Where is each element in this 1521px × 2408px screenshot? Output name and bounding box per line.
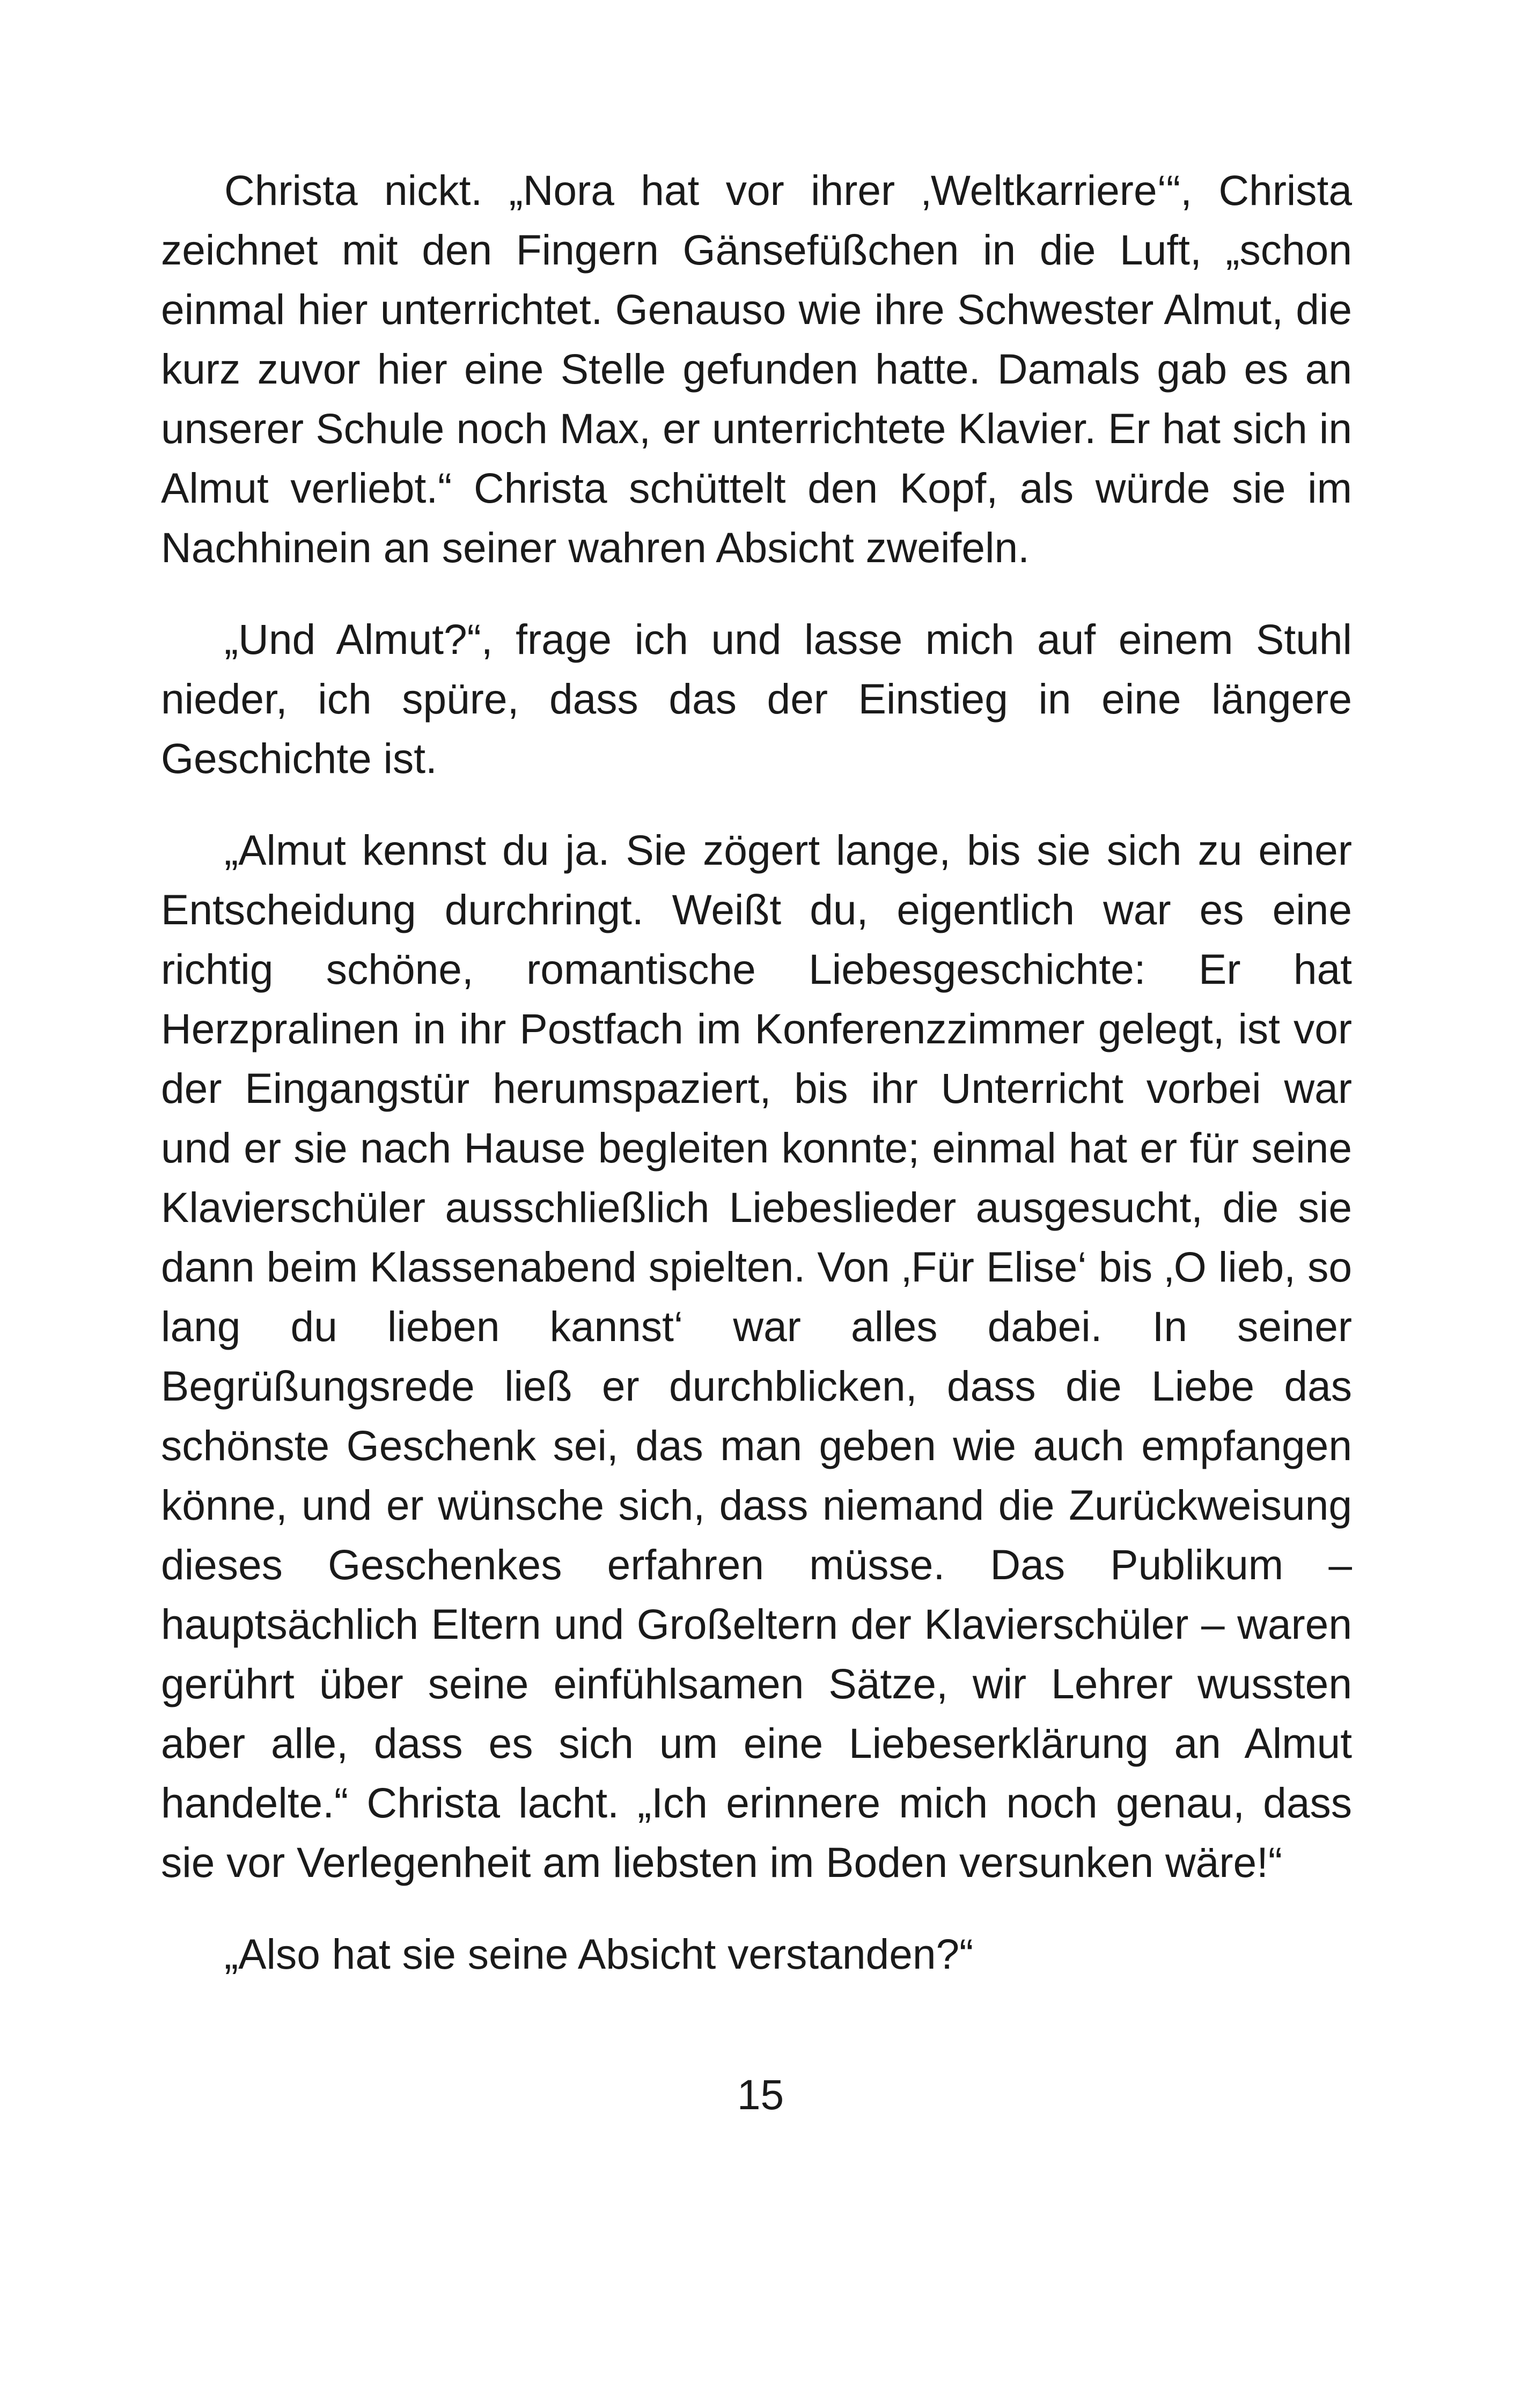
paragraph-3: „Almut kennst du ja. Sie zögert lange, bis sie sich zu einer Entscheidung durchringt. Weißt du, eigentlich war es eine richtig schöne, romantische Liebesgeschichte: Er hat Herzpralinen in ihr Postfach im Konferenzzimmer gelegt, ist vor der Eingangstür herumspaziert, bis ihr Unterricht vorbei war und er sie nach Hause begleiten konnte; einmal hat er für seine Klavierschüler ausschließlich Liebeslieder ausgesucht, die sie dann beim Klassenabend spielten. Von ‚Für Elise‘ bis ‚O lieb, so lang du lieben kannst‘ war alles dabei. In seiner Begrüßungsrede ließ er durchblicken, dass die Liebe das schönste Geschenk sei, das man geben wie auch empfangen könne, und er wünsche sich, dass niemand die Zurückweisung dieses Geschenkes erfahren müsse. Das Publikum – hauptsächlich Eltern und Großeltern der Klavierschüler – waren gerührt über seine einfühlsamen Sätze, wir Lehrer wussten aber alle, dass es sich um eine Liebeserklärung an Almut handelte.“ Christa lacht. „Ich erinnere mich noch genau, dass sie vor Verlegenheit am liebsten im Boden versunken wäre!“ — [161, 827, 1352, 1886]
page-body — [161, 161, 1352, 1984]
page-number: 15 — [737, 2071, 784, 2118]
paragraph-1: Christa nickt. „Nora hat vor ihrer ‚Weltkarriere‘“, Christa zeichnet mit den Fingern Gänsefüßchen in die Luft, „schon einmal hier unterrichtet. Genauso wie ihre Schwester Almut, die kurz zuvor hier eine Stelle gefunden hatte. Damals gab es an unserer Schule noch Max, er unterrichtete Klavier. Er hat sich in Almut verliebt.“ Christa schüttelt den Kopf, als würde sie im Nachhinein an seiner wahren Absicht zweifeln. — [161, 167, 1352, 571]
paragraph-4: „Also hat sie seine Absicht verstanden?“ — [224, 1931, 974, 1978]
paragraph-2: „Und Almut?“, frage ich und lasse mich auf einem Stuhl nieder, ich spüre, dass das der Einstieg in eine längere Geschichte ist. — [161, 616, 1352, 782]
